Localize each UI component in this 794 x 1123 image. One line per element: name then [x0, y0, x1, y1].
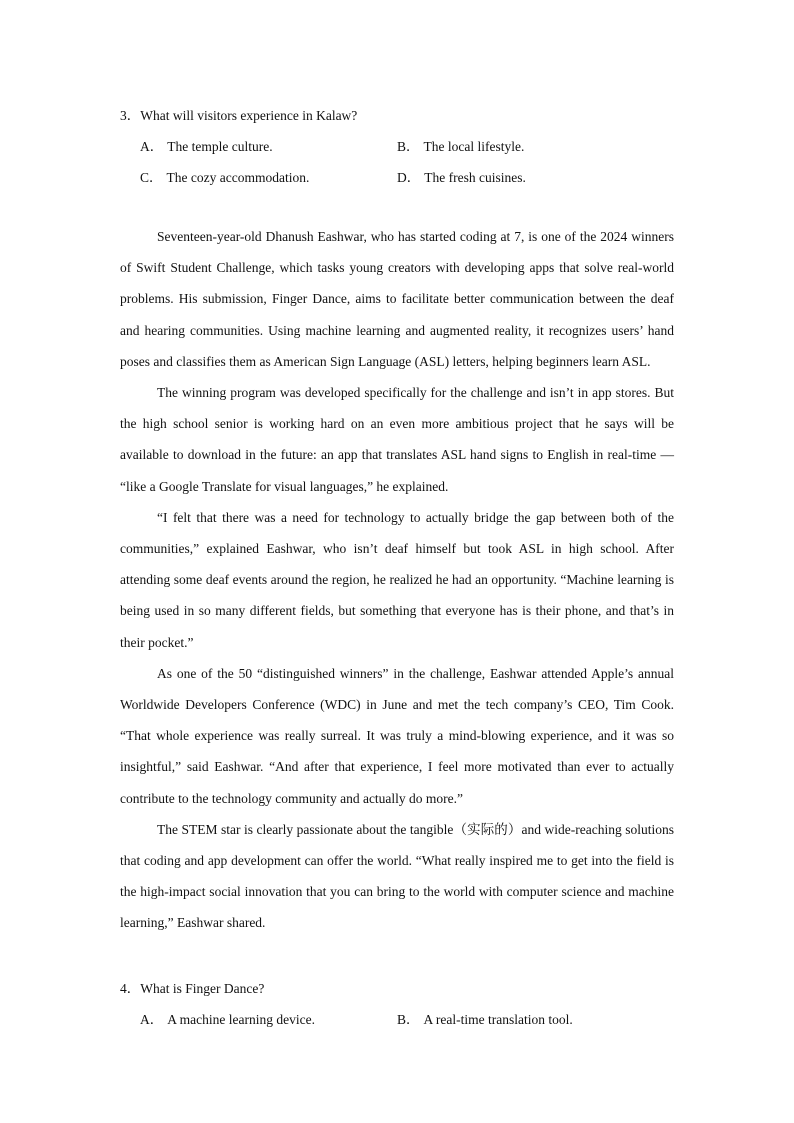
question-3-stem: 3．What will visitors experience in Kalaw? — [120, 108, 358, 123]
question-4-stem: 4．What is Finger Dance? — [120, 981, 265, 996]
question-3-option-b — [397, 135, 524, 155]
passage-paragraph: As one of the 50 “distinguished winners” in the challenge, Eashwar attended Apple’s annual Worldwide Developers Conference (WDC) in June and met the tech company’s CEO, Tim Cook. “That whole experience was really surreal. It was truly a mind-blowing experience, and it was so insightful,” said Eashwar. “And after that experience, I feel more motivated than ever to actually contribute to the technology community and actually do more.” — [120, 665, 674, 806]
question-4-option-a — [140, 1008, 315, 1028]
question-4-option-b — [397, 1008, 573, 1028]
option-letter: C． — [140, 170, 163, 185]
question-3-option-d — [397, 166, 526, 186]
option-text: The local lifestyle. — [423, 139, 525, 154]
option-text: A machine learning device. — [167, 1012, 315, 1027]
option-letter: A． — [140, 1012, 164, 1027]
passage-paragraph: “I felt that there was a need for technology to actually bridge the gap between both of the communities,” explained Eashwar, who isn’t deaf himself but took ASL in high school. After attending some deaf events around the region, he realized he had an opportunity. “Machine learning is being used in so many different fields, but something that everyone has is their phone, and that’s in their pocket.” — [120, 509, 674, 650]
question-3-option-a — [140, 135, 273, 155]
passage-paragraph: The STEM star is clearly passionate about the tangible（实际的）and wide-reaching solutions that coding and app development can offer the world. “What really inspired me to get into the field is the high-impact social innovation that you can bring to the world with computer science and machine learning,” Eashwar shared. — [120, 821, 674, 931]
question-3-option-c — [140, 166, 309, 186]
reading-passage — [120, 221, 674, 939]
passage-paragraph: The winning program was developed specifically for the challenge and isn’t in app stores. But the high school senior is working hard on an even more ambitious project that he says will be available to download in the future: an app that translates ASL hand signs to English in real-time — “like a Google Translate for visual languages,” he explained. — [120, 385, 674, 494]
option-letter: A． — [140, 139, 164, 154]
option-text: The temple culture. — [167, 139, 273, 154]
option-letter: D． — [397, 170, 421, 185]
option-letter: B． — [397, 139, 420, 154]
option-text: A real-time translation tool. — [423, 1012, 573, 1027]
passage-paragraph: Seventeen-year-old Dhanush Eashwar, who has started coding at 7, is one of the 2024 winners of Swift Student Challenge, which tasks young creators with developing apps that solve real-world problems. His submission, Finger Dance, aims to facilitate better communication between the deaf and hearing communities. Using machine learning and augmented reality, it recognizes users’ hand poses and classifies them as American Sign Language (ASL) letters, helping beginners learn ASL. — [120, 229, 674, 369]
option-text: The cozy accommodation. — [166, 170, 310, 185]
option-letter: B． — [397, 1012, 420, 1027]
option-text: The fresh cuisines. — [424, 170, 526, 185]
